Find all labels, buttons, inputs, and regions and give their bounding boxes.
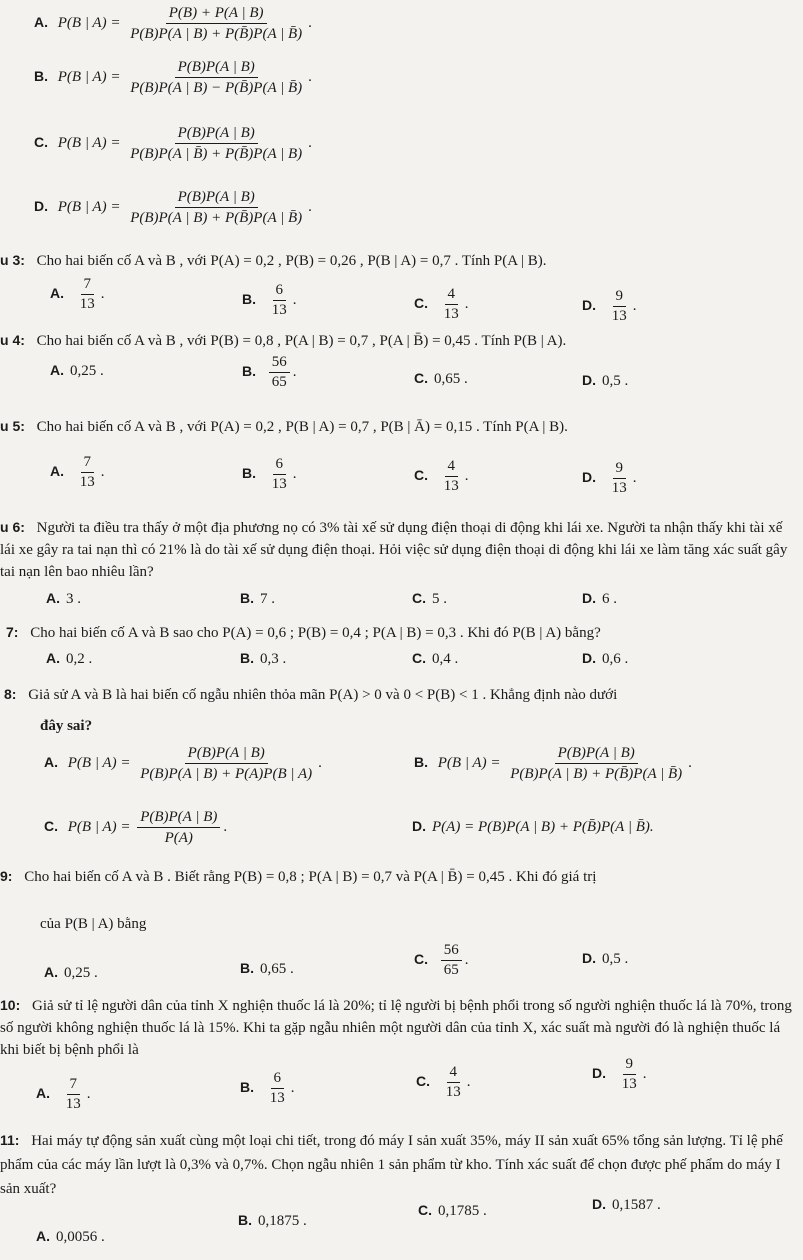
q2-option-d: D. P(B | A) = $\frac{P(B)P(A | B)}{P(B)P(A | B) + P(B̄)P(A | B̄)}$ .: [34, 189, 312, 226]
q6-stem: u 6: Người ta điều tra thấy ở một địa phương nọ có 3% tài xế sử dụng điện thoại di động khi lái xe. Người ta nhận thấy khi tài xế lái xe gây ra tai nạn thì có 21% là do tài xế sử dụng điện thoại. Hỏi việc sử dụng điện thoại di động khi lái xe làm tăng xác suất gây tai nạn lên bao nhiêu lần?: [0, 519, 788, 580]
q4-option-c: C. 0,65 .: [414, 370, 468, 387]
q8-stem-line2: đây sai?: [40, 718, 93, 734]
q10-stem: 10: Giả sử tỉ lệ người dân của tỉnh X nghiện thuốc lá là 20%; tỉ lệ người bị bệnh phổi trong số người nghiện thuốc lá là 70%, trong số người không nghiện thuốc lá là 15%. Khi ta gặp ngẫu nhiên một người dân của tỉnh X, xác suất mà người đó là nghiện thuốc lá khi biết bị bệnh phổi là: [0, 997, 792, 1058]
q2-a-fraction: $\frac{P(B) + P(A | B)}{P(B)P(A | B) + P(B̄)P(A | B̄)}$: [130, 5, 303, 42]
q4-option-a: A. 0,25 .: [50, 362, 104, 379]
q9-option-c: C. $\frac{56}{65}$ .: [414, 942, 469, 978]
q9-stem-line2: của P(B | A) bằng: [40, 916, 147, 932]
q6-option-d: D. 6 .: [582, 590, 617, 607]
q4-option-d: D. 0,5 .: [582, 372, 629, 389]
q2-d-fraction: $\frac{P(B)P(A | B)}{P(B)P(A | B) + P(B̄)P(A | B̄)}$: [130, 189, 303, 226]
q7-stem: 7: Cho hai biến cố A và B sao cho P(A) = 0,6 ; P(B) = 0,4 ; P(A | B) = 0,3 . Khi đó P(B | A) bằng?: [6, 624, 601, 641]
q7-option-b: B. 0,3 .: [240, 650, 287, 667]
q4-option-b: B. $\frac{56}{65}$ .: [242, 354, 297, 390]
q3-stem: u 3: Cho hai biến cố A và B , với P(A) = 0,2 , P(B) = 0,26 , P(B | A) = 0,7 . Tính P(A | B).: [0, 252, 547, 269]
q5-option-b: B. $\frac{6}{13}$ .: [242, 456, 297, 492]
q8-option-b: B. P(B | A) = $\frac{P(B)P(A | B)}{P(B)P(A | B) + P(B̄)P(A | B̄)}$ .: [414, 745, 692, 782]
q5-option-d: D. $\frac{9}{13}$ .: [582, 460, 637, 496]
q11-option-d: D. 0,1587 .: [592, 1196, 661, 1213]
q6-option-c: C. 5 .: [412, 590, 447, 607]
q5-stem: u 5: Cho hai biến cố A và B , với P(A) = 0,2 , P(B | A) = 0,7 , P(B | Ā) = 0,15 . Tính P(A | B).: [0, 418, 568, 435]
q2-b-fraction: $\frac{P(B)P(A | B)}{P(B)P(A | B) - P(B̄)P(A | B̄)}$: [130, 59, 303, 96]
q8-option-d: D. P(A) = P(B)P(A | B) + P(B̄)P(A | B̄).: [412, 818, 654, 835]
q3-option-d: D. $\frac{9}{13}$ .: [582, 288, 637, 324]
q4-stem: u 4: Cho hai biến cố A và B , với P(B) = 0,8 , P(A | B) = 0,7 , P(A | B̄) = 0,45 . Tính P(B | A).: [0, 332, 567, 349]
q5-option-a: A. $\frac{7}{13}$ .: [50, 454, 105, 490]
q11-option-b: B. 0,1875 .: [238, 1212, 307, 1229]
q10-option-c: C. $\frac{4}{13}$ .: [416, 1064, 471, 1100]
q2-option-b: B. P(B | A) = $\frac{P(B)P(A | B)}{P(B)P(A | B) - P(B̄)P(A | B̄)}$ .: [34, 59, 312, 96]
q3-option-a: A. $\frac{7}{13}$ .: [50, 276, 105, 312]
q9-option-d: D. 0,5 .: [582, 950, 629, 967]
q6-option-a: A. 3 .: [46, 590, 81, 607]
q10-option-b: B. $\frac{6}{13}$ .: [240, 1070, 295, 1106]
q8-option-a: A. P(B | A) = $\frac{P(B)P(A | B)}{P(B)P(A | B) + P(A)P(B | A)}$ .: [44, 745, 322, 782]
q5-option-c: C. $\frac{4}{13}$ .: [414, 458, 469, 494]
q11-option-c: C. 0,1785 .: [418, 1202, 487, 1219]
q7-option-c: C. 0,4 .: [412, 650, 459, 667]
q9-option-a: A. 0,25 .: [44, 964, 98, 981]
q8-option-c: C. P(B | A) = $\frac{P(B)P(A | B)}{P(A)}$ .: [44, 809, 228, 846]
q3-option-c: C. $\frac{4}{13}$ .: [414, 286, 469, 322]
q8-stem: 8: Giả sử A và B là hai biến cố ngẫu nhiên thỏa mãn P(A) > 0 và 0 < P(B) < 1 . Khẳng định nào dưới: [4, 686, 618, 703]
q2-option-a: A. P(B | A) = $\frac{P(B) + P(A | B)}{P(B)P(A | B) + P(B̄)P(A | B̄)}$ .: [34, 5, 312, 42]
q9-option-b: B. 0,65 .: [240, 960, 294, 977]
q7-option-a: A. 0,2 .: [46, 650, 93, 667]
q2-c-fraction: $\frac{P(B)P(A | B)}{P(B)P(A | B̄) + P(B̄)P(A | B)}$: [130, 125, 303, 162]
q7-option-d: D. 0,6 .: [582, 650, 629, 667]
q11-stem: 11: Hai máy tự động sản xuất cùng một loại chi tiết, trong đó máy I sản xuất 35%, máy II sản xuất 65% tổng sản lượng. Tỉ lệ phế phẩm của các máy lần lượt là 0,3% và 0,7%. Chọn ngẫu nhiên 1 sản phẩm từ kho. Tính xác suất để chọn được phế phẩm do máy I sản xuất?: [0, 1132, 783, 1197]
q3-option-b: B. $\frac{6}{13}$ .: [242, 282, 297, 318]
q2-option-c: C. P(B | A) = $\frac{P(B)P(A | B)}{P(B)P(A | B̄) + P(B̄)P(A | B)}$ .: [34, 125, 312, 162]
q10-option-a: A. $\frac{7}{13}$ .: [36, 1076, 91, 1112]
q10-option-d: D. $\frac{9}{13}$ .: [592, 1056, 647, 1092]
q9-stem: 9: Cho hai biến cố A và B . Biết rằng P(B) = 0,8 ; P(A | B) = 0,7 và P(A | B̄) = 0,45 . Khi đó giá trị: [0, 868, 597, 885]
q6-option-b: B. 7 .: [240, 590, 275, 607]
q11-option-a: A. 0,0056 .: [36, 1228, 105, 1245]
